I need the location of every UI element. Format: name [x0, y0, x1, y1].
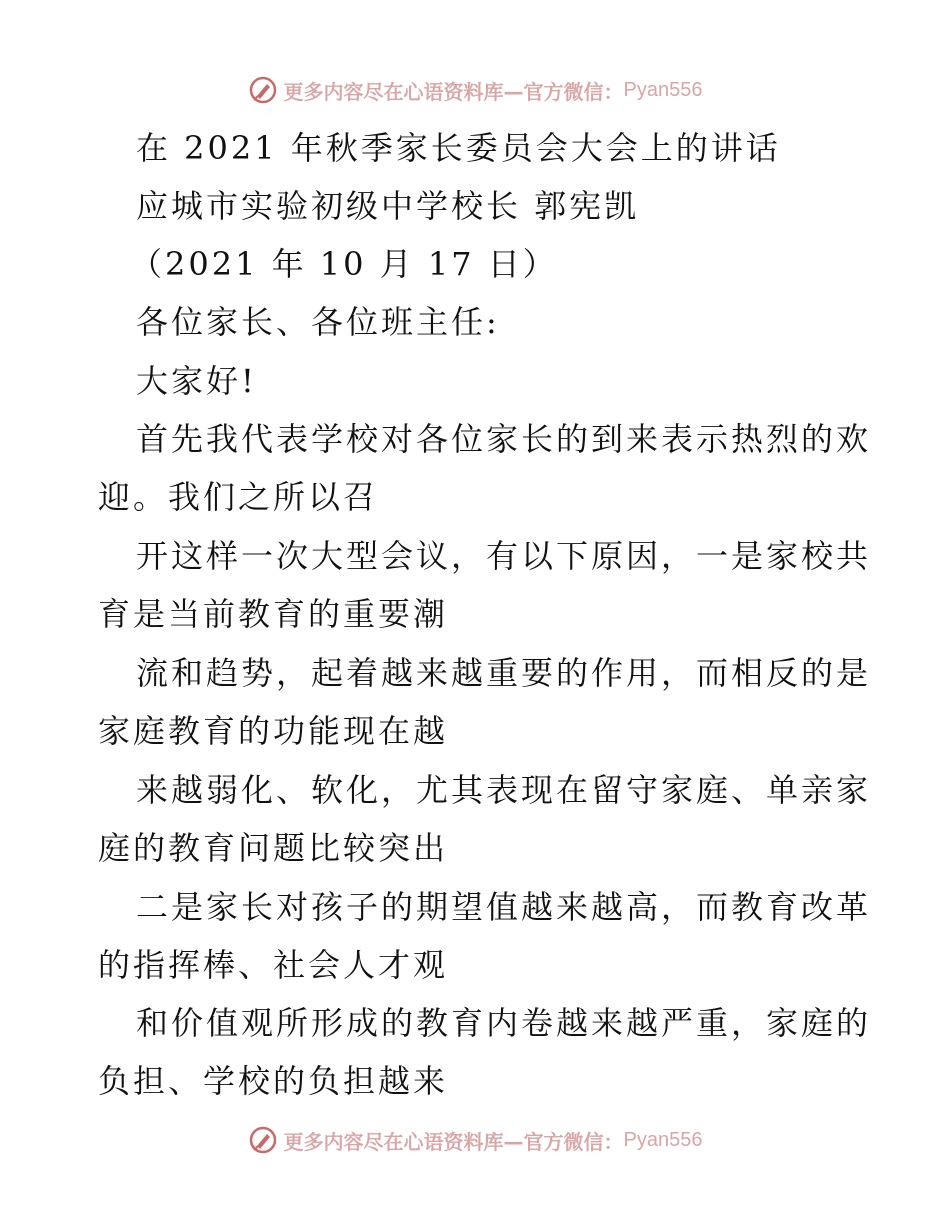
footer-watermark	[0, 1120, 950, 1160]
salutation: 各位家长、各位班主任:	[136, 303, 500, 341]
pen-logo-icon	[248, 75, 278, 105]
paragraph-line: 迎。我们之所以召	[98, 478, 379, 516]
watermark-text: 更多内容尽在心语资料库—官方微信：	[283, 79, 624, 104]
paragraph-line: 来越弱化、软化，尤其表现在留守家庭、单亲家	[136, 771, 872, 809]
paragraph-line: 家庭教育的功能现在越	[98, 712, 449, 750]
paragraph-line: 开这样一次大型会议，有以下原因，一是家校共	[136, 537, 872, 575]
paragraph-line: 二是家长对孩子的期望值越来越高，而教育改革	[136, 888, 872, 926]
header-watermark	[0, 70, 950, 110]
greeting: 大家好!	[136, 362, 257, 400]
watermark-wechat-id: Pyan556	[623, 1128, 703, 1151]
paragraph-line: 负担、学校的负担越来	[98, 1062, 449, 1100]
paragraph-line: 流和趋势，起着越来越重要的作用，而相反的是	[136, 654, 872, 692]
paragraph-line: 首先我代表学校对各位家长的到来表示热烈的欢	[136, 420, 872, 458]
paragraph-line: 育是当前教育的重要潮	[98, 595, 449, 633]
paragraph-line: 和价值观所形成的教育内卷越来越严重，家庭的	[136, 1004, 872, 1042]
author-line: 应城市实验初级中学校长 郭宪凯	[136, 187, 640, 225]
paragraph-line: 庭的教育问题比较突出	[98, 829, 449, 867]
paragraph-line: 的指挥棒、社会人才观	[98, 946, 449, 984]
date-line: （2021 年 10 月 17 日）	[130, 245, 558, 283]
document-title: 在 2021 年秋季家长委员会大会上的讲话	[136, 129, 781, 167]
watermark-wechat-id: Pyan556	[623, 78, 703, 101]
pen-logo-icon	[248, 1125, 278, 1155]
watermark-text: 更多内容尽在心语资料库—官方微信：	[283, 1129, 624, 1154]
